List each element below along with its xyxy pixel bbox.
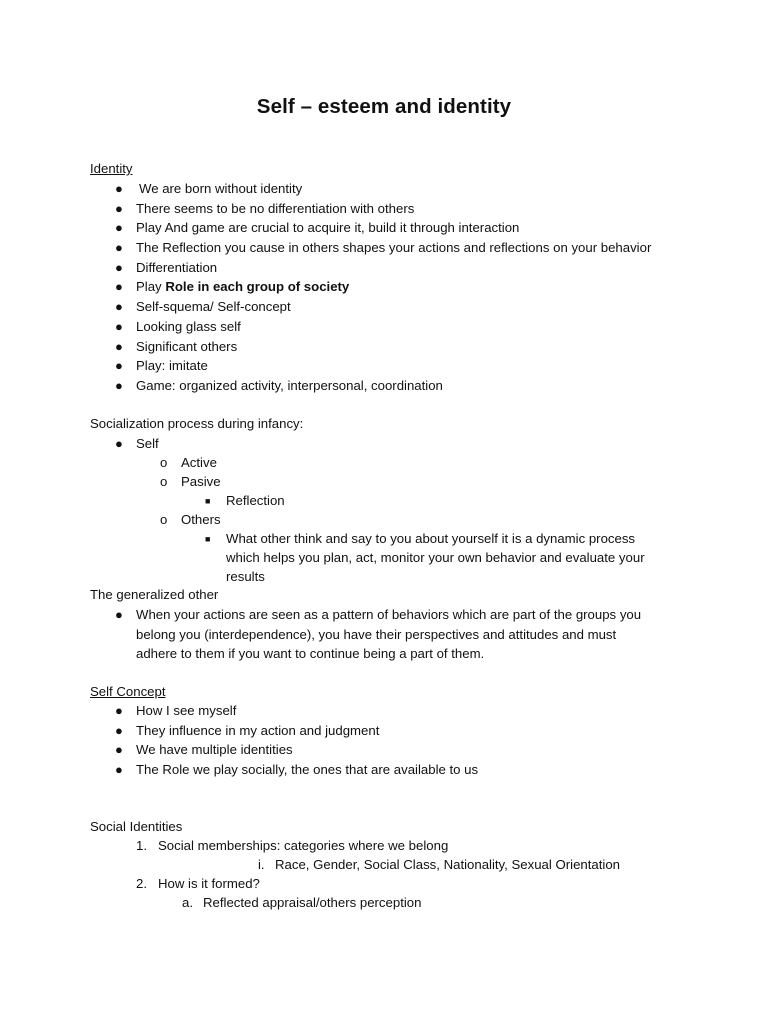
- square-bullet-icon: ■: [205, 496, 211, 506]
- identity-item: Play And game are crucial to acquire it, build it through interaction: [136, 220, 520, 235]
- identity-item: Game: organized activity, interpersonal, coordination: [136, 378, 443, 393]
- socialization-active: Active: [181, 455, 217, 470]
- bullet-icon: ●: [115, 339, 123, 354]
- self-concept-heading: Self Concept: [90, 684, 166, 699]
- identity-item: Self-squema/ Self-concept: [136, 299, 291, 314]
- list-number: 2.: [136, 876, 147, 891]
- self-concept-item: How I see myself: [136, 703, 237, 718]
- list-number: 1.: [136, 838, 147, 853]
- identity-heading: Identity: [90, 161, 133, 176]
- bullet-icon: ●: [115, 723, 123, 738]
- identity-item: Significant others: [136, 339, 238, 354]
- social-identities-subitem: Race, Gender, Social Class, Nationality, Sexual Orientation: [275, 857, 620, 872]
- self-concept-item: We have multiple identities: [136, 742, 293, 757]
- bullet-icon: ●: [115, 607, 123, 622]
- bullet-icon: ●: [115, 358, 123, 373]
- identity-item: Looking glass self: [136, 319, 241, 334]
- generalized-text: When your actions are seen as a pattern of behaviors which are part of the groups you: [136, 607, 642, 622]
- identity-item-play-role: [136, 279, 349, 295]
- bullet-icon: ●: [115, 703, 123, 718]
- identity-item-bold-role: Role in each group of society: [165, 279, 350, 294]
- identity-item: Differentiation: [136, 260, 218, 275]
- socialization-others-text: What other think and say to you about yourself it is a dynamic process: [226, 531, 636, 546]
- identity-item-play: Play: [136, 279, 166, 294]
- bullet-icon: ●: [115, 260, 123, 275]
- socialization-pasive: Pasive: [181, 474, 221, 489]
- bullet-icon: ●: [115, 220, 123, 235]
- bullet-icon: ●: [115, 201, 123, 216]
- socialization-others-text: which helps you plan, act, monitor your own behavior and evaluate your: [226, 550, 645, 565]
- social-identities-item: How is it formed?: [158, 876, 260, 891]
- bullet-icon: ●: [115, 299, 123, 314]
- social-identities-item: Social memberships: categories where we belong: [158, 838, 449, 853]
- socialization-heading: Socialization process during infancy:: [90, 416, 304, 431]
- list-roman-numeral: i.: [258, 857, 265, 872]
- circle-bullet-icon: o: [160, 512, 168, 527]
- generalized-text: belong you (interdependence), you have their perspectives and attitudes and must: [136, 627, 617, 642]
- circle-bullet-icon: o: [160, 474, 168, 489]
- self-concept-item: The Role we play socially, the ones that are available to us: [136, 762, 479, 777]
- bullet-icon: ●: [115, 378, 123, 393]
- socialization-others-text: results: [226, 569, 265, 584]
- social-identities-subitem: Reflected appraisal/others perception: [203, 895, 422, 910]
- bullet-icon: ●: [115, 762, 123, 777]
- identity-item: The Reflection you cause in others shapes your actions and reflections on your behavior: [136, 240, 652, 255]
- bullet-icon: ●: [115, 319, 123, 334]
- bullet-icon: ●: [115, 181, 123, 196]
- circle-bullet-icon: o: [160, 455, 168, 470]
- bullet-icon: ●: [115, 742, 123, 757]
- socialization-self: Self: [136, 436, 159, 451]
- bullet-icon: ●: [115, 279, 123, 294]
- self-concept-item: They influence in my action and judgment: [136, 723, 380, 738]
- bullet-icon: ●: [115, 240, 123, 255]
- socialization-reflection: Reflection: [226, 493, 285, 508]
- social-identities-heading: Social Identities: [90, 819, 183, 834]
- page-title: Self – esteem and identity: [256, 95, 512, 118]
- bullet-icon: ●: [115, 436, 123, 451]
- socialization-others: Others: [181, 512, 221, 527]
- square-bullet-icon: ■: [205, 534, 211, 544]
- identity-item: There seems to be no differentiation with others: [136, 201, 415, 216]
- identity-item: We are born without identity: [139, 181, 303, 196]
- list-letter: a.: [182, 895, 193, 910]
- identity-item: Play: imitate: [136, 358, 208, 373]
- generalized-heading: The generalized other: [90, 587, 219, 602]
- generalized-text: adhere to them if you want to continue being a part of them.: [136, 646, 485, 661]
